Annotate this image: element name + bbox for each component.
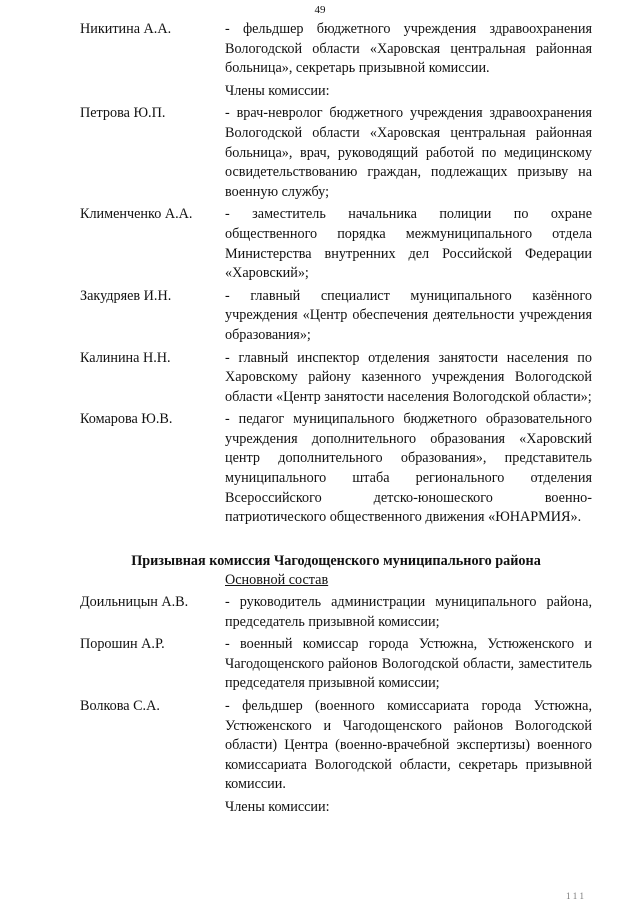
footer-mark: 1 1 1 [566,891,584,901]
member-name: Петрова Ю.П. [80,105,166,122]
document-body [80,20,592,821]
member-name: Клименченко А.А. [80,206,193,223]
member-description: - педагог муниципального бюджетного образовательного учреждения дополнительного образования «Харовский центр дополнительного образования», представитель муниципального штаба регионального отделения Всероссийского детско-юношеского военно-патриотического общественного движения «ЮНАРМИЯ». [225,411,592,526]
member-name: Волкова С.А. [80,698,160,714]
member-row [80,697,592,795]
member-name: Доильницын А.В. [80,594,189,611]
section-subtitle: Основной состав [225,572,329,589]
member-row [80,20,592,79]
member-description: - фельдшер бюджетного учреждения здравоохранения Вологодской области «Харовская центральная районная больница», секретарь призывной комиссии. [225,21,592,77]
member-row [80,410,592,528]
member-description: - заместитель начальника полиции по охране общественного порядка межмуниципального отдела Министерства внутренних дел Российской Федерации «Харовский»; [225,206,592,282]
member-row [80,104,592,202]
member-row [80,593,592,632]
member-row [80,287,592,346]
section-title: Призывная комиссия Чагодощенского муниципального района [131,552,541,569]
page-number: 49 [314,4,326,16]
member-row [80,349,592,408]
member-description: - главный специалист муниципального казённого учреждения «Центр обеспечения деятельности учреждения образования»; [225,287,592,343]
member-name: Закудряев И.Н. [80,287,172,304]
member-description: - фельдшер (военного комиссариата города Устюжна, Устюженского и Чагодощенского районов Вологодской области) Центра (военно-врачебной экспертизы) военного комиссариата Вологодской области, секретарь призывной комиссии. [225,698,592,793]
member-description: - врач-невролог бюджетного учреждения здравоохранения Вологодской области «Харовская центральная районная больница», врач, руководящий работой по медицинскому освидетельствованию граждан, подлежащих призыву на военную службу; [225,105,592,200]
member-description: - руководитель администрации муниципального района, председатель призывной комиссии; [225,594,592,630]
member-description: - главный инспектор отделения занятости населения по Харовскому району казенного учреждения Вологодской области «Центр занятости населения Вологодской области»; [225,349,592,405]
member-name: Порошин А.Р. [80,636,165,653]
members-label: Члены комиссии: [225,82,330,99]
members-label: Члены комиссии: [225,798,330,815]
member-row [80,635,592,694]
member-description: - военный комиссар города Устюжна, Устюженского и Чагодощенского районов Вологодской области, заместитель председателя призывной комиссии; [225,636,592,692]
member-name: Калинина Н.Н. [80,349,171,366]
member-name: Никитина А.А. [80,21,172,37]
member-name: Комарова Ю.В. [80,411,173,428]
member-row [80,205,592,283]
